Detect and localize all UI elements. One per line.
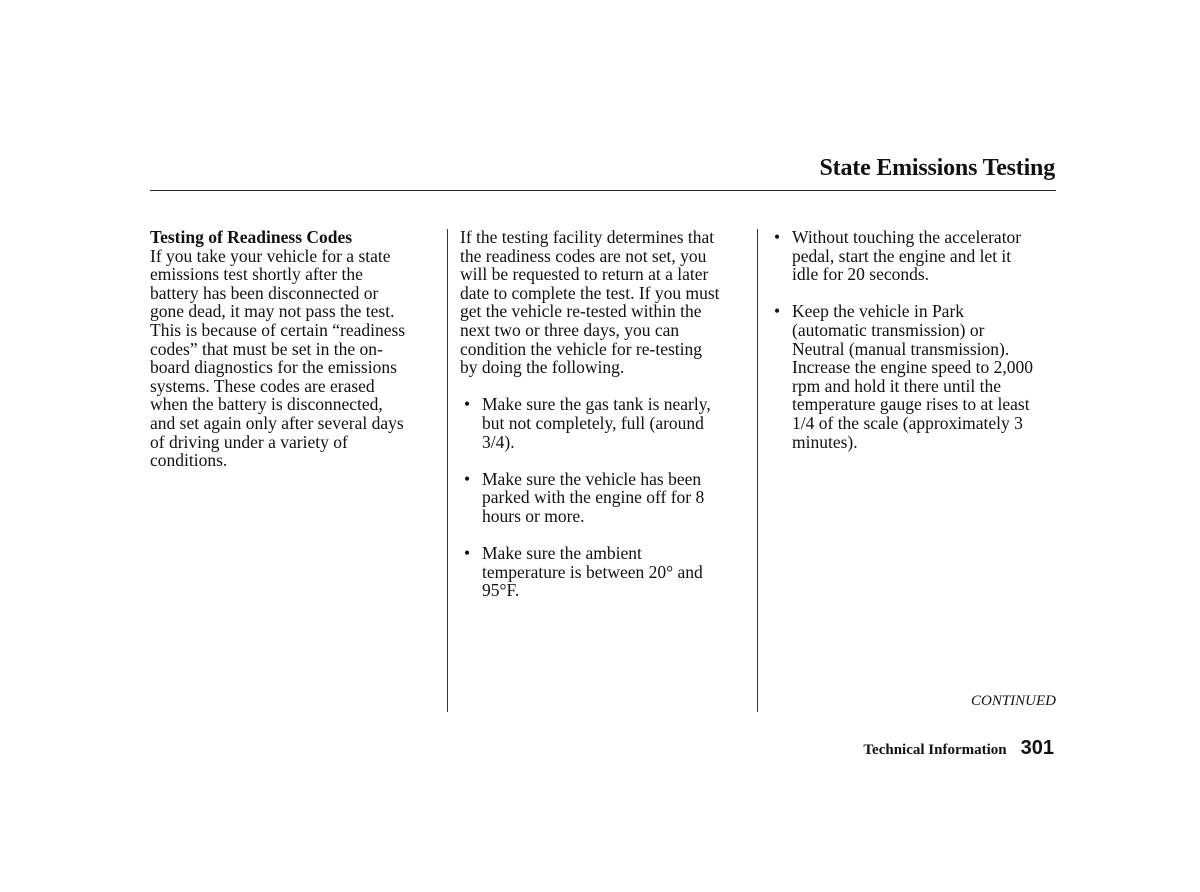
col2-line: condition the vehicle for re-testing	[460, 338, 703, 359]
bullet-line: Without touching the accelerator	[792, 227, 1022, 247]
column-1	[150, 228, 440, 470]
col1-line: codes” that must be set in the on-	[150, 338, 383, 359]
bullet-line: Make sure the vehicle has been	[482, 468, 702, 489]
col1-line: conditions.	[150, 450, 228, 471]
bullet-line: Keep the vehicle in Park	[792, 301, 965, 322]
bullet-line: (automatic transmission) or	[792, 319, 985, 340]
column-3	[774, 228, 1060, 451]
column-2	[460, 228, 752, 600]
bullet-line: 1/4 of the scale (approximately 3	[792, 412, 1023, 433]
bullet-line: Neutral (manual transmission).	[792, 338, 1010, 359]
title-divider	[150, 190, 1056, 191]
col2-line: If the testing facility determines that	[460, 227, 715, 247]
col2-line: date to complete the test. If you must	[460, 282, 720, 303]
col1-line: gone dead, it may not pass the test.	[150, 301, 395, 322]
intro-paragraph	[460, 228, 752, 377]
col1-line: If you take your vehicle for a state	[150, 245, 391, 266]
col2-line: by doing the following.	[460, 357, 625, 378]
bullet-line: hours or more.	[482, 505, 585, 526]
col2-line: next two or three days, you can	[460, 319, 680, 340]
bullet-line: pedal, start the engine and let it	[792, 245, 1012, 266]
col1-line: emissions test shortly after the	[150, 264, 363, 285]
bullet-dot: •	[774, 227, 781, 247]
continued-label: CONTINUED	[970, 693, 1056, 709]
col2-line: the readiness codes are not set, you	[460, 245, 707, 266]
bullet-line: but not completely, full (around	[482, 412, 704, 433]
col1-line: and set again only after several days	[150, 412, 404, 433]
col1-line: of driving under a variety of	[150, 431, 348, 452]
bullet-dot: •	[464, 468, 471, 489]
section-heading: Testing of Readiness Codes	[150, 227, 353, 247]
col1-line: battery has been disconnected or	[150, 282, 379, 303]
bullet-dot: •	[464, 543, 471, 564]
col1-line: when the battery is disconnected,	[150, 394, 383, 415]
bullet-item	[774, 228, 1060, 284]
col2-line: will be requested to return at a later	[460, 264, 709, 285]
bullet-line: 95°F.	[482, 580, 520, 601]
col1-line: board diagnostics for the emissions	[150, 357, 397, 378]
bullet-item	[774, 302, 1060, 451]
bullet-line: minutes).	[792, 431, 858, 452]
bullet-line: Increase the engine speed to 2,000	[792, 357, 1034, 378]
bullet-dot: •	[774, 301, 781, 322]
bullet-list	[460, 395, 752, 600]
bullet-dot: •	[464, 394, 471, 415]
col1-line: systems. These codes are erased	[150, 375, 375, 396]
page-number: 301	[1020, 737, 1054, 759]
bullet-line: temperature gauge rises to at least	[792, 394, 1030, 415]
bullet-line: idle for 20 seconds.	[792, 264, 930, 285]
column-divider-1	[447, 229, 448, 712]
bullet-item	[464, 470, 752, 526]
bullet-line: temperature is between 20° and	[482, 561, 703, 582]
footer-section-name: Technical Information	[863, 742, 1007, 758]
col2-line: get the vehicle re-tested within the	[460, 301, 702, 322]
col1-line: This is because of certain “readiness	[150, 319, 406, 340]
bullet-item	[464, 395, 752, 451]
page-footer	[863, 737, 1054, 760]
bullet-line: parked with the engine off for 8	[482, 487, 705, 508]
bullet-line: 3/4).	[482, 431, 515, 452]
bullet-line: Make sure the ambient	[482, 543, 642, 564]
column-divider-2	[757, 229, 758, 712]
bullet-line: rpm and hold it there until the	[792, 375, 1001, 396]
bullet-item	[464, 544, 752, 600]
page-title: State Emissions Testing	[819, 155, 1055, 181]
bullet-line: Make sure the gas tank is nearly,	[482, 394, 711, 415]
